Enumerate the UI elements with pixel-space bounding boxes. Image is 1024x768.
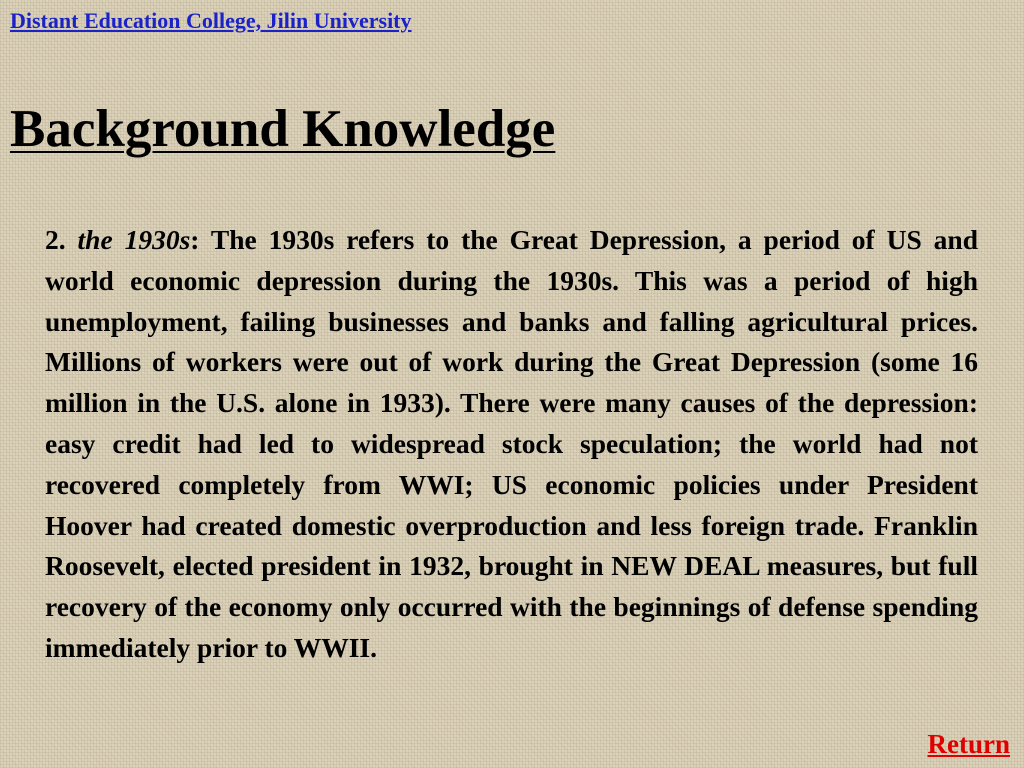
page-title: Background Knowledge: [10, 100, 556, 158]
entry-separator: :: [190, 224, 200, 255]
entry-paragraph: [45, 220, 978, 669]
college-link[interactable]: Distant Education College, Jilin University: [10, 8, 412, 33]
entry-number: 2.: [45, 224, 66, 255]
entry-term: the 1930s: [77, 224, 191, 255]
entry-text: The 1930s refers to the Great Depression, a period of US and world economic depression during the 1930s. This was a period of high unemployment, failing businesses and banks and falling agricultural prices. Millions of workers were out of work during the Great Depression (some 16 million in the U.S. alone in 1933). There were many causes of the depression: easy credit had led to widespread stock speculation; the world had not recovered completely from WWI; US economic policies under President Hoover had created domestic overproduction and less foreign trade. Franklin Roosevelt, elected president in 1932, brought in NEW DEAL measures, but full recovery of the economy only occurred with the beginnings of defense spending immediately prior to WWII.: [45, 224, 979, 663]
return-link[interactable]: Return: [927, 729, 1010, 759]
